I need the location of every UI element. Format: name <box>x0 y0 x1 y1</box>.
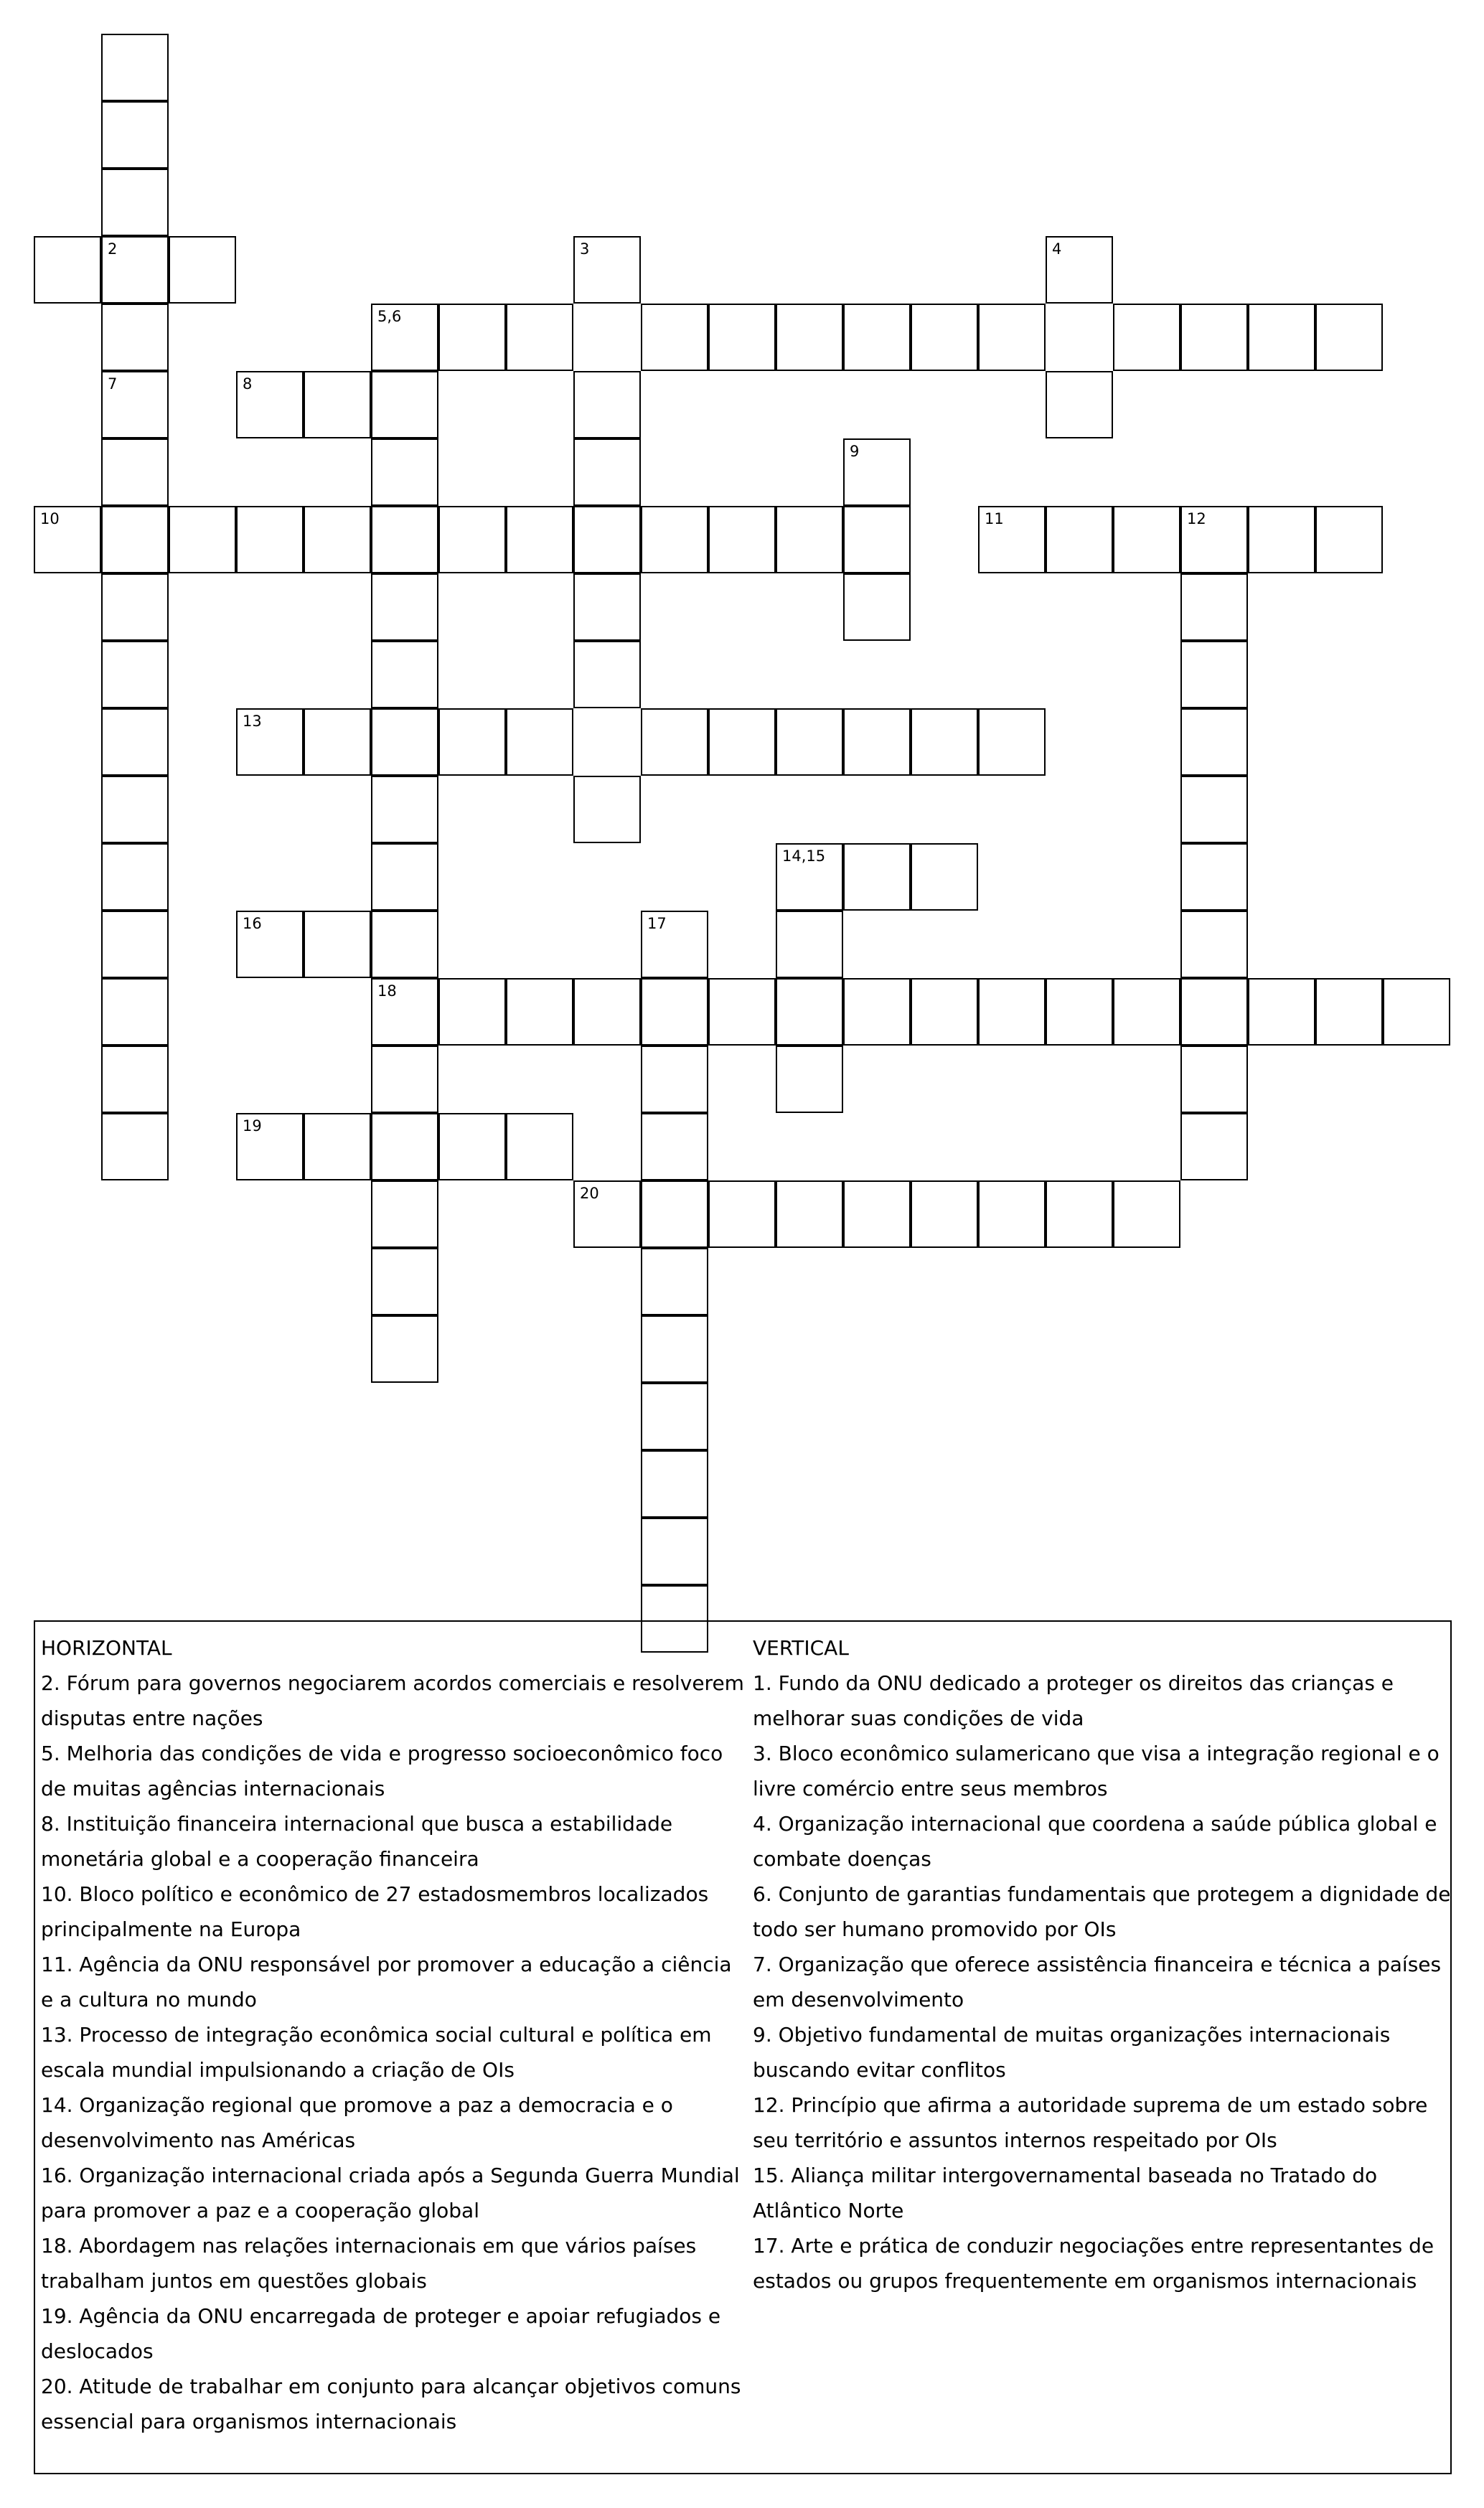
clue-number: 17 <box>647 915 667 932</box>
grid-cell[interactable] <box>1113 506 1180 573</box>
grid-cell[interactable] <box>101 236 169 304</box>
grid-cell[interactable] <box>371 708 438 776</box>
grid-cell[interactable] <box>371 506 438 573</box>
clue-number: 18 <box>377 982 397 1000</box>
grid-cell[interactable] <box>438 304 506 371</box>
grid-cell[interactable] <box>101 34 169 101</box>
grid-cell[interactable] <box>708 708 776 776</box>
grid-cell[interactable] <box>506 708 573 776</box>
vertical-clue: 1. Fundo da ONU dedicado a proteger os direitos das crianças e melhorar suas condições de vida <box>753 1671 1394 1730</box>
grid-cell[interactable] <box>911 708 978 776</box>
grid-cell[interactable] <box>169 236 236 304</box>
clue-number: 4 <box>1052 240 1062 258</box>
grid-cell[interactable] <box>1113 1180 1180 1248</box>
grid-cell[interactable] <box>776 708 843 776</box>
grid-cell[interactable] <box>101 911 169 978</box>
grid-cell[interactable] <box>1180 641 1248 708</box>
grid-cell[interactable] <box>101 506 169 573</box>
grid-cell[interactable] <box>911 843 978 911</box>
grid-cell[interactable] <box>101 304 169 371</box>
grid-cell[interactable] <box>776 911 843 978</box>
grid-cell[interactable] <box>708 978 776 1046</box>
grid-cell[interactable] <box>1046 506 1113 573</box>
grid-cell[interactable] <box>371 304 438 371</box>
vertical-clue: 4. Organização internacional que coordena a saúde pública global e combate doenças <box>753 1812 1437 1871</box>
clue-number: 10 <box>40 510 60 527</box>
grid-cell[interactable] <box>1180 573 1248 641</box>
grid-cell[interactable] <box>1046 1180 1113 1248</box>
grid-cell[interactable] <box>641 1450 708 1518</box>
grid-cell[interactable] <box>236 708 304 776</box>
grid-cell[interactable] <box>34 506 101 573</box>
vertical-clue: 9. Objetivo fundamental de muitas organizações internacionais buscando evitar conflitos <box>753 2023 1391 2082</box>
horizontal-clue: 2. Fórum para governos negociarem acordos comerciais e resolverem disputas entre nações <box>41 1671 744 1730</box>
grid-cell[interactable] <box>641 1383 708 1450</box>
grid-cell[interactable] <box>843 978 911 1046</box>
grid-cell[interactable] <box>843 1180 911 1248</box>
clue-number: 16 <box>243 915 262 932</box>
clue-number: 12 <box>1187 510 1206 527</box>
grid-cell[interactable] <box>304 506 371 573</box>
grid-cell[interactable] <box>843 843 911 911</box>
grid-cell[interactable] <box>708 506 776 573</box>
grid-cell[interactable] <box>843 506 911 573</box>
grid-cell[interactable] <box>1180 1046 1248 1113</box>
grid-cell[interactable] <box>641 1248 708 1315</box>
grid-cell[interactable] <box>438 506 506 573</box>
vertical-clue: 12. Princípio que afirma a autoridade suprema de um estado sobre seu território e assuntos internos respeitado por OIs <box>753 2093 1428 2152</box>
grid-cell[interactable] <box>236 1113 304 1180</box>
grid-cell[interactable] <box>371 1315 438 1383</box>
grid-cell[interactable] <box>1180 1113 1248 1180</box>
grid-cell[interactable] <box>1046 236 1113 304</box>
grid-cell[interactable] <box>371 911 438 978</box>
grid-cell[interactable] <box>573 506 641 573</box>
grid-cell[interactable] <box>1383 978 1450 1046</box>
grid-cell[interactable] <box>573 573 641 641</box>
grid-cell[interactable] <box>101 573 169 641</box>
grid-cell[interactable] <box>641 911 708 978</box>
grid-cell[interactable] <box>641 1315 708 1383</box>
grid-cell[interactable] <box>978 978 1046 1046</box>
grid-cell[interactable] <box>371 1046 438 1113</box>
grid-cell[interactable] <box>304 911 371 978</box>
grid-cell[interactable] <box>978 506 1046 573</box>
clue-number: 19 <box>243 1117 262 1135</box>
grid-cell[interactable] <box>101 843 169 911</box>
grid-cell[interactable] <box>843 438 911 506</box>
horizontal-clue: 19. Agência da ONU encarregada de proteger e apoiar refugiados e deslocados <box>41 2304 721 2363</box>
grid-cell[interactable] <box>1180 843 1248 911</box>
grid-cell[interactable] <box>1248 978 1315 1046</box>
grid-cell[interactable] <box>978 708 1046 776</box>
horizontal-clue: 10. Bloco político e econômico de 27 estadosmembros localizados principalmente na Europa <box>41 1882 709 1941</box>
clue-number: 2 <box>108 240 118 258</box>
grid-cell[interactable] <box>573 641 641 708</box>
grid-cell[interactable] <box>911 978 978 1046</box>
grid-cell[interactable] <box>101 708 169 776</box>
clue-number: 7 <box>108 375 118 393</box>
grid-cell[interactable] <box>101 1046 169 1113</box>
grid-cell[interactable] <box>371 573 438 641</box>
clue-number: 14,15 <box>782 847 826 865</box>
grid-cell[interactable] <box>438 978 506 1046</box>
grid-cell[interactable] <box>641 1180 708 1248</box>
clue-number: 3 <box>580 240 590 258</box>
grid-cell[interactable] <box>641 978 708 1046</box>
grid-cell[interactable] <box>641 708 708 776</box>
grid-cell[interactable] <box>1113 304 1180 371</box>
horizontal-clue: 13. Processo de integração econômica social cultural e política em escala mundial impulsionando a criação de OIs <box>41 2023 712 2082</box>
grid-cell[interactable] <box>1180 304 1248 371</box>
clue-number: 5,6 <box>377 308 402 325</box>
grid-cell[interactable] <box>1180 978 1248 1046</box>
grid-cell[interactable] <box>1180 911 1248 978</box>
grid-cell[interactable] <box>1046 978 1113 1046</box>
vertical-clue: 7. Organização que oferece assistência financeira e técnica a países em desenvolvimento <box>753 1953 1442 2011</box>
horizontal-clue: 18. Abordagem nas relações internacionais em que vários países trabalham juntos em questões globais <box>41 2234 697 2293</box>
grid-cell[interactable] <box>1315 506 1383 573</box>
horizontal-clue-list <box>41 1666 744 2439</box>
grid-cell[interactable] <box>911 1180 978 1248</box>
grid-cell[interactable] <box>573 776 641 843</box>
grid-cell[interactable] <box>506 304 573 371</box>
grid-cell[interactable] <box>573 978 641 1046</box>
grid-cell[interactable] <box>641 1113 708 1180</box>
grid-cell[interactable] <box>641 506 708 573</box>
grid-cell[interactable] <box>101 169 169 236</box>
vertical-clue: 3. Bloco econômico sulamericano que visa a integração regional e o livre comércio entre seus membros <box>753 1742 1440 1800</box>
grid-cell[interactable] <box>101 1113 169 1180</box>
grid-cell[interactable] <box>304 708 371 776</box>
grid-cell[interactable] <box>708 304 776 371</box>
grid-cell[interactable] <box>573 1180 641 1248</box>
grid-cell[interactable] <box>1180 506 1248 573</box>
grid-cell[interactable] <box>641 1046 708 1113</box>
grid-cell[interactable] <box>1315 304 1383 371</box>
grid-cell[interactable] <box>371 1248 438 1315</box>
grid-cell[interactable] <box>573 438 641 506</box>
grid-cell[interactable] <box>1113 978 1180 1046</box>
grid-cell[interactable] <box>843 573 911 641</box>
grid-cell[interactable] <box>1248 304 1315 371</box>
grid-cell[interactable] <box>1248 506 1315 573</box>
grid-cell[interactable] <box>101 371 169 438</box>
grid-cell[interactable] <box>371 1180 438 1248</box>
grid-cell[interactable] <box>101 101 169 169</box>
grid-cell[interactable] <box>776 1046 843 1113</box>
grid-cell[interactable] <box>776 506 843 573</box>
grid-cell[interactable] <box>641 1518 708 1585</box>
grid-cell[interactable] <box>573 371 641 438</box>
grid-cell[interactable] <box>641 304 708 371</box>
grid-cell[interactable] <box>371 843 438 911</box>
grid-cell[interactable] <box>371 1113 438 1180</box>
horizontal-clue: 14. Organização regional que promove a paz a democracia e o desenvolvimento nas Américas <box>41 2093 673 2152</box>
grid-cell[interactable] <box>371 641 438 708</box>
grid-cell[interactable] <box>573 236 641 304</box>
clue-number: 13 <box>243 713 262 730</box>
grid-cell[interactable] <box>708 1180 776 1248</box>
grid-cell[interactable] <box>101 641 169 708</box>
grid-cell[interactable] <box>101 776 169 843</box>
clue-number: 11 <box>985 510 1004 527</box>
vertical-clues-column <box>753 1630 1456 2298</box>
grid-cell[interactable] <box>978 1180 1046 1248</box>
grid-cell[interactable] <box>843 304 911 371</box>
grid-cell[interactable] <box>236 911 304 978</box>
horizontal-clue: 16. Organização internacional criada após a Segunda Guerra Mundial para promover a paz e a cooperação global <box>41 2164 740 2222</box>
vertical-clue: 15. Aliança militar intergovernamental baseada no Tratado do Atlântico Norte <box>753 2164 1378 2222</box>
grid-cell[interactable] <box>236 506 304 573</box>
grid-cell[interactable] <box>776 978 843 1046</box>
grid-cell[interactable] <box>371 438 438 506</box>
grid-cell[interactable] <box>371 371 438 438</box>
grid-cell[interactable] <box>169 506 236 573</box>
grid-cell[interactable] <box>776 304 843 371</box>
grid-cell[interactable] <box>371 776 438 843</box>
grid-cell[interactable] <box>304 1113 371 1180</box>
grid-cell[interactable] <box>776 843 843 911</box>
vertical-clue-list <box>753 1666 1456 2298</box>
grid-cell[interactable] <box>236 371 304 438</box>
horizontal-heading: HORIZONTAL <box>41 1636 172 1660</box>
grid-cell[interactable] <box>1180 776 1248 843</box>
grid-cell[interactable] <box>506 1113 573 1180</box>
grid-cell[interactable] <box>1315 978 1383 1046</box>
grid-cell[interactable] <box>843 708 911 776</box>
vertical-heading: VERTICAL <box>753 1636 849 1660</box>
grid-cell[interactable] <box>34 236 101 304</box>
grid-cell[interactable] <box>101 978 169 1046</box>
horizontal-clue: 5. Melhoria das condições de vida e progresso socioeconômico foco de muitas agências internacionais <box>41 1742 723 1800</box>
clue-number: 8 <box>243 375 253 393</box>
grid-cell[interactable] <box>1046 371 1113 438</box>
horizontal-clue: 11. Agência da ONU responsável por promover a educação a ciência e a cultura no mundo <box>41 1953 732 2011</box>
grid-cell[interactable] <box>506 506 573 573</box>
grid-cell[interactable] <box>911 304 978 371</box>
grid-cell[interactable] <box>1180 708 1248 776</box>
grid-cell[interactable] <box>506 978 573 1046</box>
clue-number: 9 <box>850 443 860 460</box>
clue-number: 20 <box>580 1185 599 1202</box>
grid-cell[interactable] <box>101 438 169 506</box>
grid-cell[interactable] <box>438 1113 506 1180</box>
clues-box <box>34 1620 1452 2474</box>
horizontal-clue: 20. Atitude de trabalhar em conjunto para alcançar objetivos comuns essencial para organismos internacionais <box>41 2375 741 2433</box>
horizontal-clue: 8. Instituição financeira internacional que busca a estabilidade monetária global e a cooperação financeira <box>41 1812 673 1871</box>
vertical-clue: 17. Arte e prática de conduzir negociações entre representantes de estados ou grupos frequentemente em organismos internacionais <box>753 2234 1434 2293</box>
vertical-clue: 6. Conjunto de garantias fundamentais que protegem a dignidade de todo ser humano promovido por OIs <box>753 1882 1451 1941</box>
grid-cell[interactable] <box>776 1180 843 1248</box>
grid-cell[interactable] <box>438 708 506 776</box>
grid-cell[interactable] <box>304 371 371 438</box>
grid-cell[interactable] <box>978 304 1046 371</box>
grid-cell[interactable] <box>371 978 438 1046</box>
horizontal-clues-column <box>41 1630 744 2439</box>
